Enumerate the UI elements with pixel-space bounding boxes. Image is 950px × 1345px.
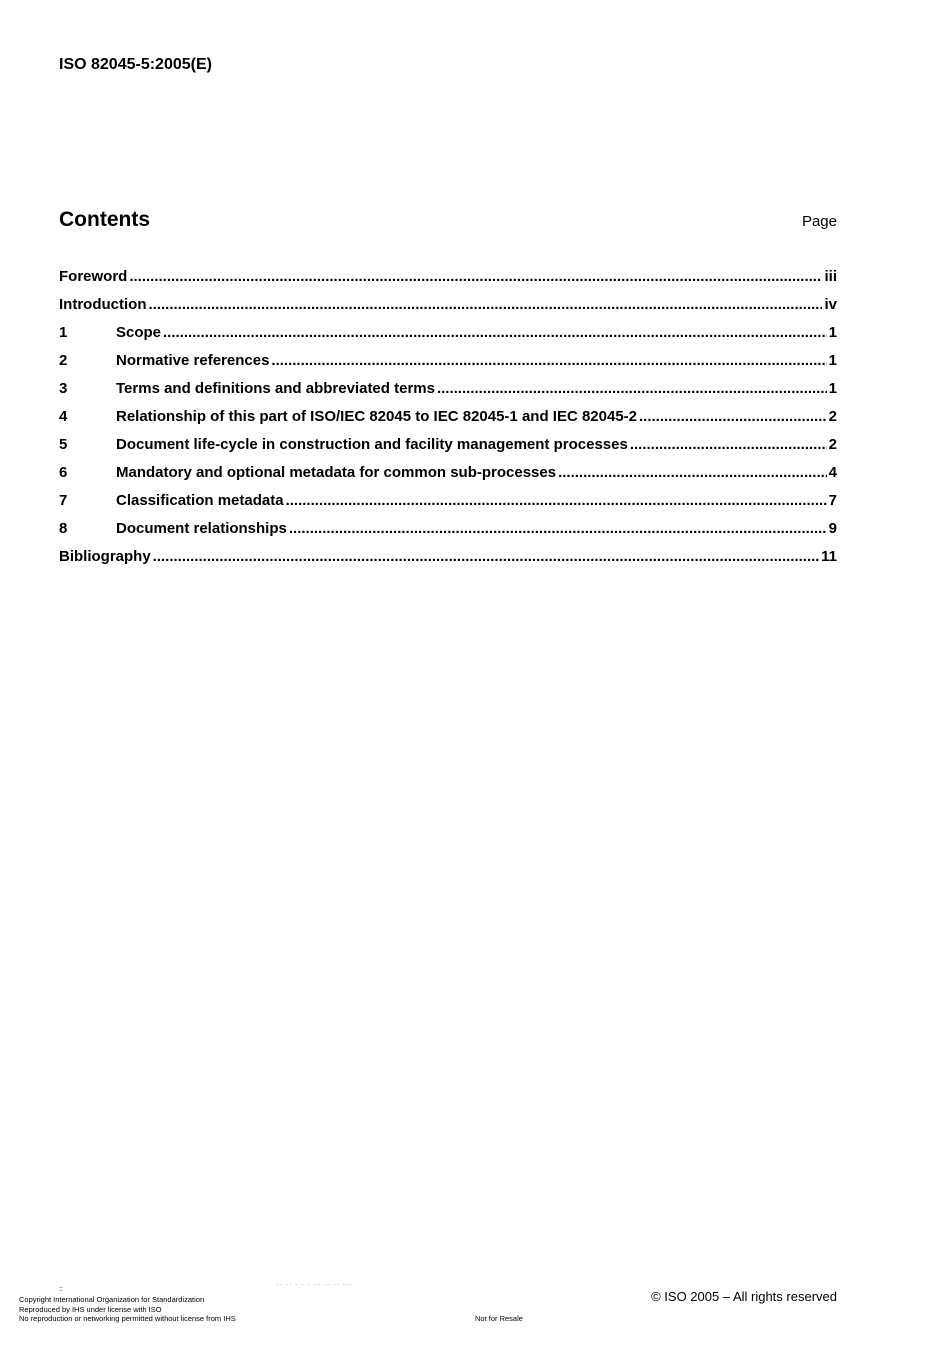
toc-entry-page: 11 — [821, 548, 837, 565]
toc-entry-title: Relationship of this part of ISO/IEC 82045 to IEC 82045-1 and IEC 82045-2 — [116, 408, 637, 425]
page-column-label: Page — [801, 213, 837, 230]
toc-entry-page: 1 — [828, 352, 837, 369]
toc-entry-number: 4 — [59, 408, 68, 425]
toc-dot-leader — [153, 548, 819, 565]
toc-entry-page: iii — [824, 268, 837, 285]
toc-entry-3[interactable] — [59, 380, 837, 408]
toc-dot-leader — [271, 352, 826, 369]
toc-entry-page: 2 — [828, 436, 837, 453]
copyright-notice — [19, 1295, 236, 1324]
toc-entry-number: 2 — [59, 352, 68, 369]
toc-entry-number: 5 — [59, 436, 68, 453]
toc-entry-2[interactable] — [59, 352, 837, 380]
toc-entry-title: Document life-cycle in construction and facility management processes — [116, 436, 628, 453]
toc-entry-number: 8 — [59, 520, 68, 537]
toc-entry-6[interactable] — [59, 464, 837, 492]
toc-entry-number: 7 — [59, 492, 68, 509]
toc-entry-number: 1 — [59, 324, 68, 341]
toc-dot-leader — [148, 296, 822, 313]
toc-entry-title: Document relationships — [116, 520, 287, 537]
resale-notice: Not for Resale — [475, 1314, 523, 1323]
toc-entry-title: Normative references — [116, 352, 270, 369]
toc-entry-4[interactable] — [59, 408, 837, 436]
toc-entry-introduction[interactable] — [59, 296, 837, 324]
footer-faint-text: -- -- -,- - -- -- -- --- — [276, 1282, 353, 1289]
toc-dot-leader — [639, 408, 827, 425]
rights-notice: © ISO 2005 – All rights reserved — [651, 1289, 837, 1304]
toc-entry-number: 6 — [59, 464, 68, 481]
toc-entry-1[interactable] — [59, 324, 837, 352]
toc-entry-title: Introduction — [59, 296, 147, 313]
toc-dot-leader — [129, 268, 822, 285]
toc-dot-leader — [630, 436, 827, 453]
toc-entry-number: 3 — [59, 380, 68, 397]
toc-dot-leader — [163, 324, 827, 341]
toc-dot-leader — [289, 520, 827, 537]
toc-entry-bibliography[interactable] — [59, 548, 837, 576]
toc-entry-7[interactable] — [59, 492, 837, 520]
toc-entry-page: 9 — [828, 520, 837, 537]
copyright-line: No reproduction or networking permitted without license from IHS — [19, 1314, 236, 1323]
toc-entry-page: 7 — [828, 492, 837, 509]
toc-dot-leader — [286, 492, 827, 509]
toc-entry-page: 1 — [828, 324, 837, 341]
toc-entry-title: Mandatory and optional metadata for common sub-processes — [116, 464, 557, 481]
toc-entry-page: 4 — [828, 464, 837, 481]
toc-dot-leader — [437, 380, 827, 397]
toc-entry-title: Terms and definitions and abbreviated terms — [116, 380, 435, 397]
toc-dot-leader — [558, 464, 827, 481]
contents-header — [59, 208, 837, 232]
copyright-line: Reproduced by IHS under license with ISO — [19, 1304, 162, 1314]
toc-entry-5[interactable] — [59, 436, 837, 464]
toc-entry-page: iv — [824, 296, 837, 313]
contents-title: Contents — [59, 208, 150, 231]
toc-entry-title: Classification metadata — [116, 492, 284, 509]
toc-entry-title: Scope — [116, 324, 162, 341]
document-id: ISO 82045-5:2005(E) — [59, 56, 212, 73]
footer-marks: :: — [59, 1286, 63, 1293]
toc-entry-title: Foreword — [59, 268, 128, 285]
table-of-contents — [59, 268, 837, 576]
toc-entry-title: Bibliography — [59, 548, 151, 565]
toc-entry-8[interactable] — [59, 520, 837, 548]
toc-entry-foreword[interactable] — [59, 268, 837, 296]
toc-entry-page: 2 — [828, 408, 837, 425]
toc-entry-page: 1 — [828, 380, 837, 397]
copyright-line: Copyright International Organization for Standardization — [19, 1295, 205, 1304]
